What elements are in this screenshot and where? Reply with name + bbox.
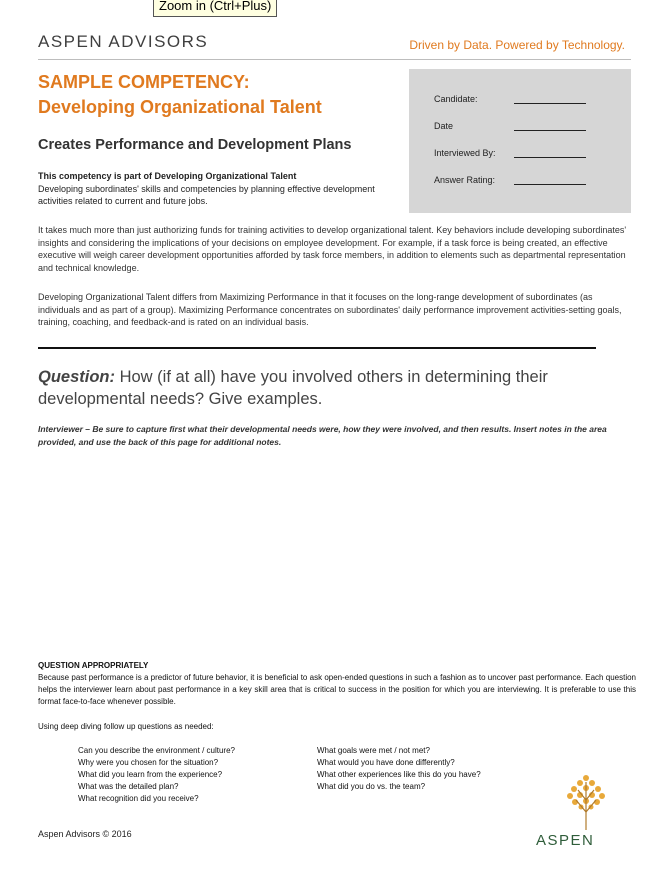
body-paragraph-2: Developing Organizational Talent differs from Maximizing Performance in that it focuses on the long-range development of subordinates (as individuals and as part of a group). Maximizing Performance concentrates on subordinates' daily performance improvement activities-setting goals, training, coaching, and feedback-and is rated on an individual basis.: [38, 292, 622, 327]
interviewed-by-line[interactable]: [514, 157, 586, 158]
candidate-field: [434, 94, 478, 104]
question-appropriately-heading: QUESTION APPROPRIATELY: [38, 661, 149, 670]
list-item: What did you do vs. the team?: [317, 782, 426, 791]
list-item: What other experiences like this do you have?: [317, 770, 481, 779]
section-divider: [38, 347, 596, 349]
interviewer-instructions: Interviewer – Be sure to capture first what their developmental needs were, how they were involved, and then results. Insert notes in the area provided, and use the back of this page for additional notes.: [38, 424, 607, 447]
question-label: Question:: [38, 368, 115, 386]
list-item: What recognition did you receive?: [78, 794, 199, 803]
deep-diving-intro: Using deep diving follow up questions as needed:: [38, 722, 214, 731]
page-title-line1: SAMPLE COMPETENCY:: [38, 72, 250, 92]
list-item: What would you have done differently?: [317, 758, 455, 767]
list-item: Can you describe the environment / culture?: [78, 746, 235, 755]
date-line[interactable]: [514, 130, 586, 131]
candidate-line[interactable]: [514, 103, 586, 104]
tagline: Driven by Data. Powered by Technology.: [409, 38, 625, 52]
answer-rating-line[interactable]: [514, 184, 586, 185]
page-subtitle: Creates Performance and Development Plans: [38, 137, 352, 153]
list-item: Why were you chosen for the situation?: [78, 758, 219, 767]
answer-rating-field: [434, 175, 495, 185]
answer-rating-label: Answer Rating:: [434, 175, 496, 185]
zoom-tooltip: Zoom in (Ctrl+Plus): [153, 0, 277, 17]
aspen-tree-icon: [560, 768, 612, 832]
interviewed-by-field: [434, 148, 496, 158]
question-appropriately-text: Because past performance is a predictor of future behavior, it is beneficial to ask open-ended questions in such a fashion as to uncover past performance. Each question helps the interviewer learn about past performance in a key skill area that is critical to success in the position for which you are interviewing. It is preferable to use this format face-to-face whenever possible.: [38, 673, 636, 706]
aspen-brand-logo: ASPEN: [536, 832, 595, 849]
follow-up-list-right: [317, 745, 481, 793]
list-item: What was the detailed plan?: [78, 782, 179, 791]
follow-up-list-left: [78, 745, 235, 805]
header-rule: [38, 59, 631, 60]
list-item: What goals were met / not met?: [317, 746, 430, 755]
question-block: [38, 366, 598, 410]
aspen-advisors-logo: ASPEN ADVISORS: [38, 32, 209, 51]
interviewed-by-label: Interviewed By:: [434, 148, 496, 158]
question-text: How (if at all) have you involved others in determining their developmental needs? Give examples.: [38, 368, 548, 408]
list-item: What did you learn from the experience?: [78, 770, 223, 779]
body-paragraph-1: It takes much more than just authorizing funds for training activities to develop organizational talent. Key behaviors include developing subordinates' insights and considering the implications of your decisions on employee development. For example, if a task force is being created, an effective executive will weigh career development opportunities afforded by task force members, in addition to elements such as departmental representation and technical knowledge.: [38, 225, 627, 273]
candidate-label: Candidate:: [434, 94, 478, 104]
date-label: Date: [434, 121, 454, 131]
page-title-line2: Developing Organizational Talent: [38, 97, 322, 117]
candidate-info-box: [409, 69, 631, 213]
footer-copyright: Aspen Advisors © 2016: [38, 829, 132, 839]
competency-description: Developing subordinates' skills and competencies by planning effective development activities related to current and future jobs.: [38, 184, 375, 206]
competency-part-of: This competency is part of Developing Organizational Talent: [38, 171, 297, 181]
date-field: [434, 121, 453, 131]
